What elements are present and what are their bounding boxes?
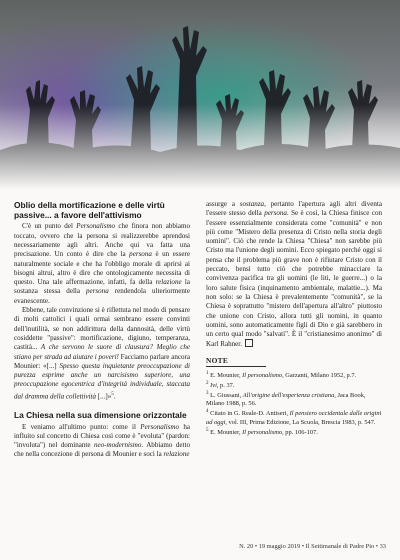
footnote: $^5$ E. Mounier, Il personalismo, pp. 106-107. [206, 427, 318, 436]
footnote: $^1$ E. Mounier, Il personalismo, Garzanti, Milano 1952, p.7. [206, 371, 357, 380]
footnote: $^2$ Ivi, p. 37. [206, 381, 235, 390]
end-of-article-mark [245, 339, 253, 347]
section-title-oblio: Oblio della mortificazione e delle virtù passive... a favore dell'attivismo [14, 200, 165, 221]
paragraph-personalismo-relazione: C'è un punto del Personalismo che finora non abbiamo toccato, ovvero che la persona si realizzerebbe aprendosi necessariamente agli altri. Anche qui va fatta una precisazione. Un conto è dire che la persona è un essere naturalmente sociale e che ha l'obbligo morale di aprirsi ai bisogni altrui, altro è dire che ontologicamente necessita di questo. Una tale affermazione, infatti, fa della relazione la sostanza stessa della persona rendendola ulteriormente evanescente. [14, 222, 190, 305]
notes-list [206, 370, 382, 437]
page-footer: N. 20 • 19 maggio 2019 • Il Settimanale di Padre Pio • 33 [239, 543, 386, 550]
paragraph-chiesa-continuation: assurge a sostanza, pertanto l'apertura agli altri diventa l'essere stesso della persona. Se è così, la Chiesa finisce con l'essere essenzialmente considerata come "comunità" e non più come "Mistero della presenza di Cristo nella storia degli uomini". Ciò che rende la Chiesa "Chiesa" non sarebbe più Cristo ma l'unione degli uomini. Ecco spiegato perché oggi si pensa che il problema più grave non è rifiutare Cristo con il peccato, bensì tutto ciò che potrebbe minacciare la convivenza pacifica tra gli uomini (le liti, le guerre...) o la loro salute fisica (inquinamento ambientale, malattie...). Ma non solo: se la Chiesa è prevalentemente "comunità", se la Chiesa è soprattutto "mistero dell'apertura all'altro" piuttosto che unione con Cristo, allora tutti gli uomini, in quanto uomini, sono automaticamente figli di Dio e già sarebbero in un certo qual modo "salvati". È il "cristianesimo anonimo" di Karl Rahner. [206, 200, 382, 349]
footnote-number: 5 [206, 427, 209, 433]
notes-heading: NOTE [206, 355, 229, 365]
header-photo-raised-hands [0, 0, 400, 190]
paragraph-virtu-passive: Ebbene, tale convinzione si è riflettuta nel modo di pensare di molti cattolici i quali ormai sembrano essere convinti dell'inutilità, se non addirittura della dannosità, delle virtù cosiddette "passive": mortificazione, digiuno, temperanza, castità... A che servono le suore di clausura? Meglio che stiano per strada ad aiutare i poveri! Facciamo parlare ancora Mounier: «[...] Spesso questa inquietante preoccupazione di purezza esprime anche un narcisismo superiore, una preoccupazione egocentrica d'integrità individuale, staccata dal dramma della collettività [...]»$^5$. [14, 306, 190, 401]
section-title-chiesa: La Chiesa nella sua dimensione orizzontale [14, 410, 187, 421]
footnote-number: 2 [206, 381, 209, 387]
column-left [14, 200, 190, 460]
footnote-number: 4 [206, 409, 209, 415]
column-right [206, 200, 382, 437]
footnote: $^4$ Citato in G. Reale-D. Antiseri, Il pensiero occidentale dalle origini ad oggi, vol. III, Prima Edizione, La Scuola, Brescia 1983, p. 547. [206, 409, 382, 426]
notes-divider [206, 366, 266, 367]
paragraph-chiesa-orizzontale: E veniamo all'ultimo punto: come il Personalismo ha influito sul concetto di Chiesa così come è "evoluta" (pardon: "involuta") nel dominante neo-modernismo. Abbiamo detto che nella concezione di persona di Mounier e soci la relazione [14, 422, 190, 459]
footnote: $^3$ L. Giussani, All'origine dell'esperienza cristiana, Jaca Book, Milano 1988, p. 56. [206, 391, 366, 408]
footnote-number: 1 [206, 371, 209, 377]
footnote-number: 3 [206, 391, 209, 397]
